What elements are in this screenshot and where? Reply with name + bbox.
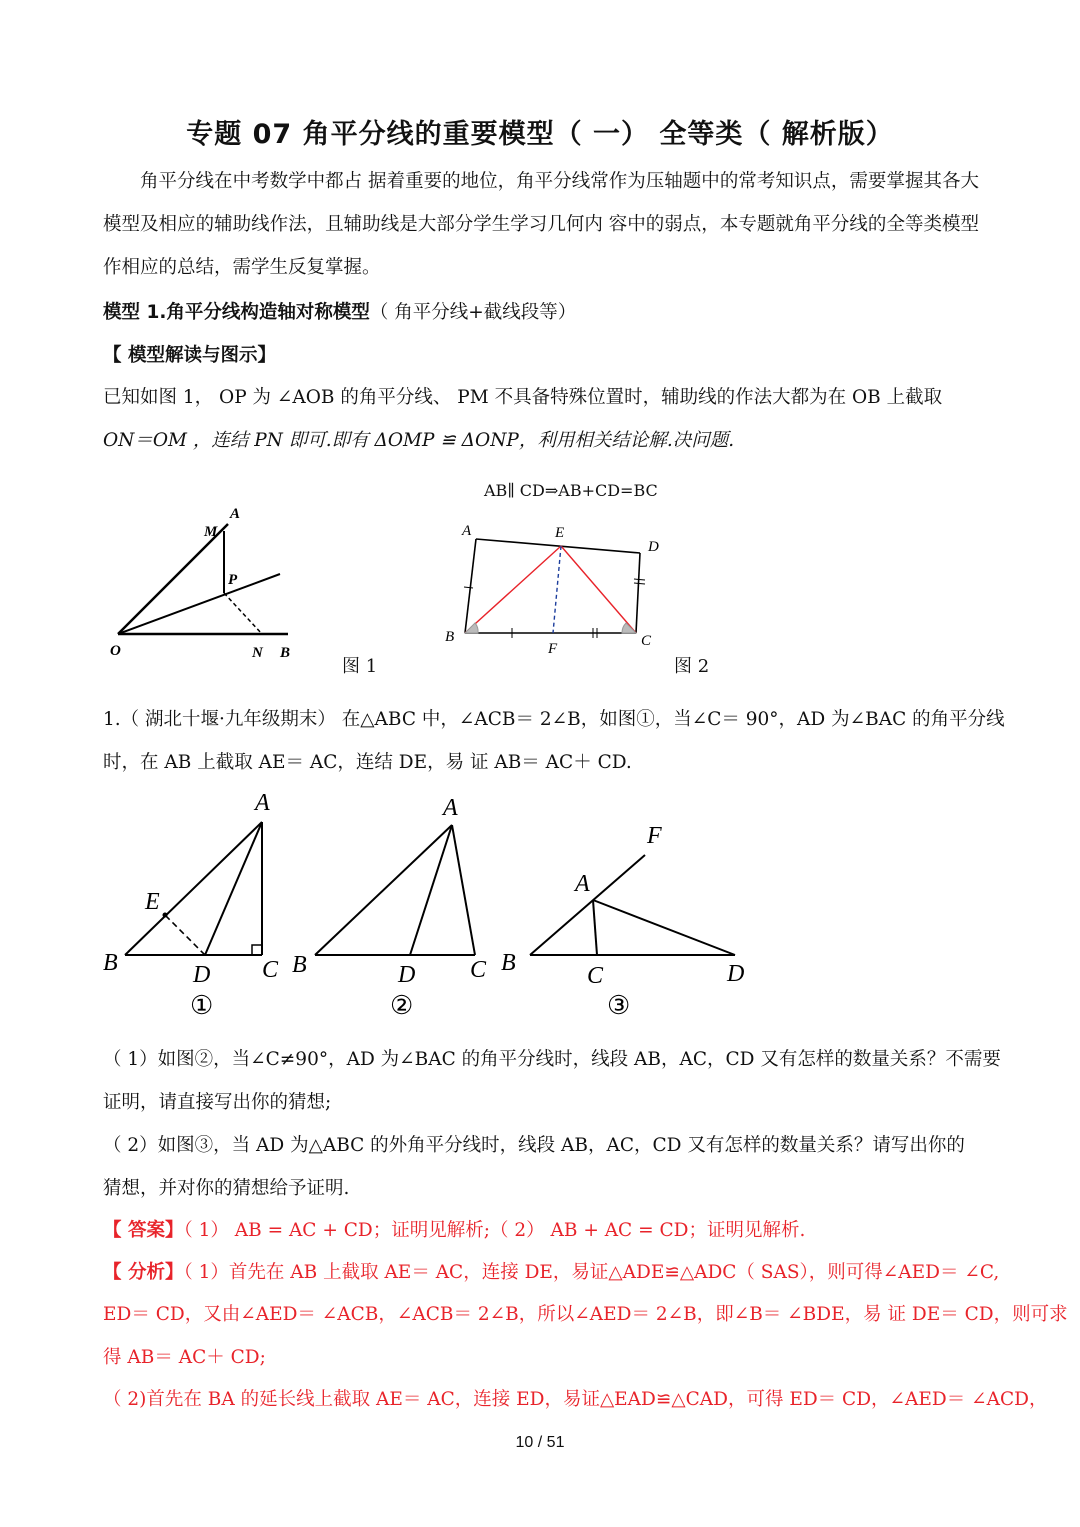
model1-heading [103, 298, 576, 324]
fig1-label-N: N [252, 645, 263, 661]
segment-pn [224, 593, 262, 634]
figure-2-label: 图 2 [674, 656, 710, 677]
ray-oa [118, 524, 228, 634]
fig3-label-C: C [262, 957, 279, 983]
figure-2 [440, 515, 680, 660]
answer-tag: 【 答案】 [103, 1220, 184, 1241]
reading-line-1: 已知如图 1， OP 为 ∠AOB 的角平分线、 PM 不具备特殊位置时，辅助线的作法大都为在 OB 上截取 [103, 387, 943, 408]
page-title: 专题 07 角平分线的重要模型（ 一） 全等类（ 解析版） [186, 119, 894, 150]
fig1-label-A: A [230, 506, 241, 522]
model1-subtitle: （ 角平分线+截线段等） [369, 302, 577, 323]
fig5-label-D: D [727, 961, 745, 987]
analysis-text-1: （ 1）首先在 AB 上截取 AE＝ AC，连接 DE，易证△ADE≌△ADC（ SAS），则可得∠AED＝ ∠C, [183, 1262, 1000, 1283]
answer-text: （ 1） AB = AC + CD；证明见解析;（ 2） AB + AC = CD；证明见解析. [183, 1220, 806, 1241]
fig4-label-A: A [443, 795, 458, 821]
point-e [163, 913, 168, 918]
fig5-number: ③ [607, 991, 631, 1020]
question-1-line-1: 1.（ 湖北十堰·九年级期末） 在△ABC 中，∠ACB＝ 2∠B，如图①，当∠C＝ 90°，AD 为∠BAC 的角平分线 [103, 709, 1005, 730]
fig2-label-E: E [555, 525, 565, 541]
fig4-label-C: C [470, 957, 487, 983]
fig2-label-B: B [445, 629, 455, 645]
fig2-label-F: F [548, 641, 558, 657]
analysis-tag: 【 分析】 [103, 1262, 184, 1283]
answer-line [103, 1216, 805, 1242]
fig3-label-B: B [103, 950, 118, 976]
fig3-label-E: E [145, 889, 160, 915]
fig2-label-D: D [648, 539, 659, 555]
fig5-label-C: C [587, 963, 604, 989]
segment-be [465, 546, 561, 633]
tick-dc-2 [634, 583, 645, 584]
fig2-label-A: A [462, 523, 472, 539]
fig4-label-D: D [398, 962, 416, 988]
fig4-number: ② [390, 991, 414, 1020]
fig2-label-C: C [641, 633, 652, 649]
tick-dc-1 [634, 579, 645, 580]
ray-ba-f [530, 855, 645, 955]
side-ad [476, 539, 640, 553]
side-dc [636, 553, 640, 633]
figure-1-label: 图 1 [342, 656, 378, 677]
segment-ad [593, 900, 735, 955]
model1-title: 模型 1.角平分线构造轴对称模型 [103, 302, 370, 323]
analysis-line-4: （ 2)首先在 BA 的延长线上截取 AE＝ AC，连接 ED，易证△EAD≌△CAD，可得 ED＝ CD，∠AED＝ ∠ACD， [103, 1389, 1048, 1410]
fig1-label-O: O [110, 643, 121, 659]
fig3-label-A: A [255, 790, 270, 816]
fig5-label-F: F [647, 823, 662, 849]
fig5-label-A: A [575, 871, 590, 897]
analysis-line-2: ED＝ CD，又由∠AED＝ ∠ACB，∠ACB＝ 2∠B，所以∠AED＝ 2∠B，即∠B＝ ∠BDE，易 证 DE＝ CD，则可求 [103, 1304, 1068, 1325]
fig4-label-B: B [292, 952, 307, 978]
segment-ef [553, 546, 561, 633]
fig1-label-P: P [228, 572, 238, 588]
part-1-line-2: 证明，请直接写出你的猜想; [103, 1092, 332, 1113]
intro-paragraph: 角平分线在中考数学中都占 据着重要的地位，角平分线常作为压轴题中的常考知识点，需要掌握其各大模型及相应的辅助线作法，且辅助线是大部分学生学习几何内 容中的弱点，本专题就角平分线的全等类模型作相应的总结，需学生反复掌握。 [103, 171, 979, 278]
tick-ab [464, 587, 473, 588]
reading-heading: 【 模型解读与图示】 [103, 345, 276, 366]
part-1-line-1: （ 1）如图②，当∠C≠90°，AD 为∠BAC 的角平分线时，线段 AB，AC，CD 又有怎样的数量关系？不需要 [103, 1049, 1001, 1070]
side-ac [452, 825, 475, 955]
figure-1 [100, 500, 300, 665]
figure-circle-1 [95, 785, 295, 1025]
figure-circle-2 [290, 785, 500, 1025]
question-1-line-2: 时，在 AB 上截取 AE＝ AC，连结 DE，易 证 AB＝ AC＋ CD. [103, 752, 632, 773]
segment-de [165, 915, 205, 955]
fig5-label-B: B [501, 950, 516, 976]
page-number: 10 / 51 [515, 1434, 565, 1451]
fig1-label-M: M [204, 524, 218, 540]
side-ac [593, 900, 597, 955]
reading-line-2: ON＝OM ，连结 PN 即可.即有 ΔOMP ≌ ΔONP，利用相关结论解.决问题. [103, 430, 735, 451]
fig2-top-caption: AB∥ CD⇒AB+CD=BC [484, 481, 658, 500]
figure-circle-3 [495, 815, 765, 1025]
ray-op [118, 574, 280, 634]
analysis-line-1 [103, 1258, 999, 1284]
right-angle-mark [252, 945, 262, 955]
fig1-label-B: B [280, 645, 291, 661]
fig3-label-D: D [193, 962, 211, 988]
side-ab [465, 539, 476, 633]
part-2-line-1: （ 2）如图③，当 AD 为△ABC 的外角平分线时，线段 AB，AC，CD 又有怎样的数量关系？请写出你的 [103, 1135, 965, 1156]
segment-ce [561, 546, 636, 633]
segment-ad [205, 822, 262, 955]
angle-b-mark [465, 623, 478, 633]
analysis-line-3: 得 AB＝ AC＋ CD; [103, 1347, 266, 1368]
part-2-line-2: 猜想，并对你的猜想给予证明. [103, 1178, 350, 1199]
fig3-number: ① [190, 991, 214, 1020]
